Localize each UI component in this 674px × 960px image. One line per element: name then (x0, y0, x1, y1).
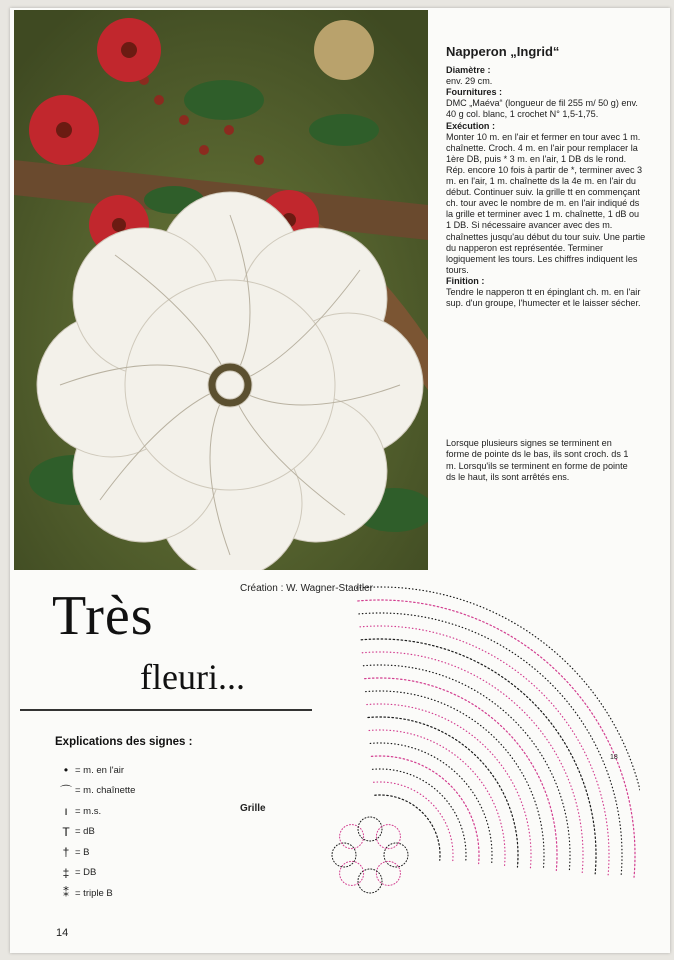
pattern-title: Napperon „Ingrid“ (446, 44, 560, 59)
chain-stitch-icon: • (63, 763, 69, 778)
chart-round (361, 639, 596, 874)
chart-round (368, 717, 518, 867)
double-crochet-icon: † (62, 845, 70, 860)
diameter-heading: Diamètre : (446, 65, 491, 76)
crochet-chart-diagram (310, 555, 640, 925)
half-double-icon: T (62, 824, 70, 839)
legend-item (57, 863, 135, 884)
center-flower-petal (358, 817, 382, 841)
legend-item (57, 822, 135, 843)
legend-item (57, 883, 135, 904)
doily-photo-illustration (14, 10, 428, 570)
diameter-text: env. 29 cm. (446, 76, 493, 87)
center-flower-petal (376, 825, 400, 849)
round-number-label: 18 (610, 754, 618, 761)
chart-round (370, 743, 492, 865)
chart-round (358, 600, 635, 877)
legend-label: = B (75, 846, 90, 858)
legend-label: = m.s. (75, 805, 102, 817)
treble-crochet-icon: ‡ (62, 865, 70, 880)
center-flower-petal (340, 825, 364, 849)
chart-round (360, 626, 609, 875)
center-flower-petal (340, 861, 364, 885)
chart-round (371, 756, 479, 864)
finishing-text: Tendre le napperon tt en épinglant ch. m. en l'air sup. d'un groupe, l'humecter et le laisser sécher. (446, 286, 641, 309)
legend-label: = m. en l'air (75, 764, 125, 776)
chart-round (365, 678, 557, 870)
triple-treble-icon: ⁑ (63, 886, 69, 901)
doily-photo (14, 10, 428, 570)
center-flower-petal (376, 861, 400, 885)
legend-item (57, 842, 135, 863)
slip-stitch-icon: ⌒ (59, 784, 72, 799)
finishing-heading: Finition : (446, 275, 485, 286)
execution-heading: Exécution : (446, 120, 496, 131)
design-credit: Création : W. Wagner-Stadtler (240, 583, 374, 594)
chart-label: Grille (240, 803, 266, 814)
symbol-note: Lorsque plusieurs signes se terminent en forme de pointe ds le bas, ils sont croch. ds 1 m. Lorsqu'ils se terminent en forme de pointe ds le haut, ils sont arrêtés ens. (446, 438, 629, 483)
supplies-heading: Fournitures : (446, 87, 503, 98)
center-flower-petal (384, 843, 408, 867)
headline-line2: fleuri... (140, 657, 245, 697)
single-crochet-icon: ı (64, 804, 68, 819)
legend-label: = dB (75, 826, 95, 838)
pattern-info (446, 46, 646, 309)
center-flower-petal (358, 869, 382, 893)
execution-text: Monter 10 m. en l'air et fermer en tour avec 1 m. chaînette. Croch. 4 m. en l'air pour remplacer la 1ère DB, puis * 3 m. en l'air, 1 DB ds le rond. Rép. encore 10 fois à partir de *, terminer avec 3 m. en l'air, 1 m. chaînette ds la 4e m. en l'air du début. Continuer suiv. la grille tt en commençant ch. tour avec le nombre de m. en l'air indiqué ds la grille et terminer avec 1 m. chaînette, 1 dB ou 1 DB. Si nécessaire avancer avec des m. chaînettes jusqu'au début du tour suiv. Une partie du napperon est représentée. Terminer logiquement les tours. Les chiffres indiquent les tours. (446, 131, 646, 275)
legend-item (57, 781, 135, 802)
legend-label: = DB (75, 867, 97, 879)
legend-item (57, 801, 135, 822)
legend-title: Explications des signes : (55, 736, 193, 748)
symbol-legend (57, 760, 135, 904)
supplies-text: DMC „Maéva“ (longueur de fil 255 m/ 50 g) env. 40 g col. blanc, 1 crochet N° 1,5-1,75. (446, 98, 638, 120)
legend-item (57, 760, 135, 781)
legend-label: = triple B (75, 887, 113, 899)
chart-round (357, 587, 640, 878)
page-number: 14 (56, 927, 69, 939)
center-flower-petal (332, 843, 356, 867)
chart-round (362, 652, 583, 873)
chart-round (363, 665, 570, 872)
divider (20, 709, 312, 711)
headline-line1: Très (52, 585, 154, 647)
legend-label: = m. chaînette (75, 785, 136, 797)
